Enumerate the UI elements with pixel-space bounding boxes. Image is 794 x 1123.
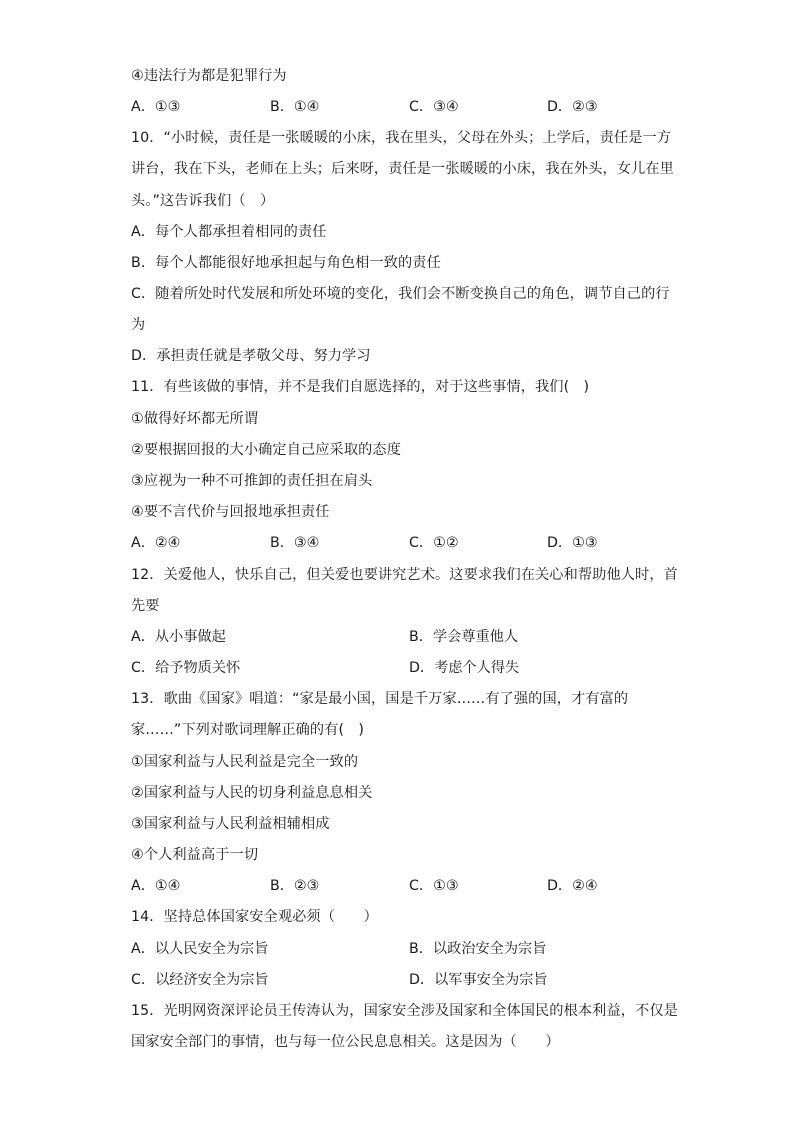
q15-stem-line-1: 15．光明网资深评论员王传涛认为，国家安全涉及国家和全体国民的根本利益，不仅是 — [131, 1003, 678, 1019]
q11-statement-1: ①做得好坏都无所谓 — [131, 411, 259, 427]
q12-stem-line-1: 12．关爱他人，快乐自己，但关爱也要讲究艺术。这要求我们在关心和帮助他人时，首 — [131, 567, 678, 583]
q12-option-a: A．从小事做起 — [131, 629, 226, 645]
q11-stem: 11．有些该做的事情，并不是我们自愿选择的，对于这些事情，我们( ) — [131, 379, 590, 395]
q12-option-d: D．考虑个人得失 — [409, 660, 520, 676]
q11-statement-4: ④要不言代价与回报地承担责任 — [131, 504, 330, 520]
q12-option-c: C．给予物质关怀 — [131, 660, 241, 676]
q11-option-b: B．③④ — [270, 535, 320, 551]
q13-statement-2: ②国家利益与人民的切身利益息息相关 — [131, 785, 373, 801]
q14-option-d: D．以军事安全为宗旨 — [409, 972, 548, 988]
q13-option-a: A．①④ — [131, 878, 181, 894]
q13-option-d: D．②④ — [547, 878, 598, 894]
q10-option-b: B．每个人都能很好地承担起与角色相一致的责任 — [131, 255, 441, 271]
q10-option-d: D．承担责任就是孝敬父母、努力学习 — [131, 348, 371, 364]
q9-option-a: A．①③ — [131, 99, 181, 115]
q12-stem-line-2: 先要 — [131, 598, 160, 614]
q10-option-c-line-1: C．随着所处时代发展和所处环境的变化，我们会不断变换自己的角色，调节自己的行 — [131, 286, 670, 302]
q13-option-c: C．①③ — [409, 878, 459, 894]
q10-option-a: A．每个人都承担着相同的责任 — [131, 224, 327, 240]
q10-stem-line-3: 头。”这告诉我们（ ） — [131, 193, 275, 209]
q9-option-d: D．②③ — [547, 99, 598, 115]
q11-statement-2: ②要根据回报的大小确定自己应采取的态度 — [131, 442, 401, 458]
q13-statement-3: ③国家利益与人民利益相辅相成 — [131, 816, 330, 832]
q13-statement-4: ④个人利益高于一切 — [131, 847, 259, 863]
q11-statement-3: ③应视为一种不可推卸的责任担在肩头 — [131, 473, 373, 489]
q13-stem-line-2: 家……”下列对歌词理解正确的有( ) — [131, 722, 365, 738]
q13-statement-1: ①国家利益与人民利益是完全一致的 — [131, 754, 359, 770]
q14-stem: 14．坚持总体国家安全观必须（ ） — [131, 909, 378, 925]
q11-option-a: A．②④ — [131, 535, 181, 551]
q13-option-b: B．②③ — [270, 878, 320, 894]
q9-option-b: B．①④ — [270, 99, 320, 115]
q14-option-c: C．以经济安全为宗旨 — [131, 972, 269, 988]
q12-option-b: B．学会尊重他人 — [409, 629, 519, 645]
q15-stem-line-2: 国家安全部门的事情，也与每一位公民息息相关。这是因为（ ） — [131, 1034, 560, 1050]
q10-stem-line-1: 10．“小时候，责任是一张暖暖的小床，我在里头，父母在外头；上学后，责任是一方 — [131, 130, 672, 146]
q10-option-c-line-2: 为 — [131, 317, 146, 333]
q14-option-b: B．以政治安全为宗旨 — [409, 941, 547, 957]
q14-option-a: A．以人民安全为宗旨 — [131, 941, 269, 957]
q10-stem-line-2: 讲台，我在下头，老师在上头；后来呀，责任是一张暖暖的小床，我在外头，女儿在里 — [131, 161, 674, 177]
q11-option-c: C．①② — [409, 535, 459, 551]
q9-option-c: C．③④ — [409, 99, 459, 115]
q11-option-d: D．①③ — [547, 535, 598, 551]
q13-stem-line-1: 13．歌曲《国家》唱道：“家是最小国，国是千万家……有了强的国，才有富的 — [131, 691, 629, 707]
q9-statement-4: ④违法行为都是犯罪行为 — [131, 68, 287, 84]
